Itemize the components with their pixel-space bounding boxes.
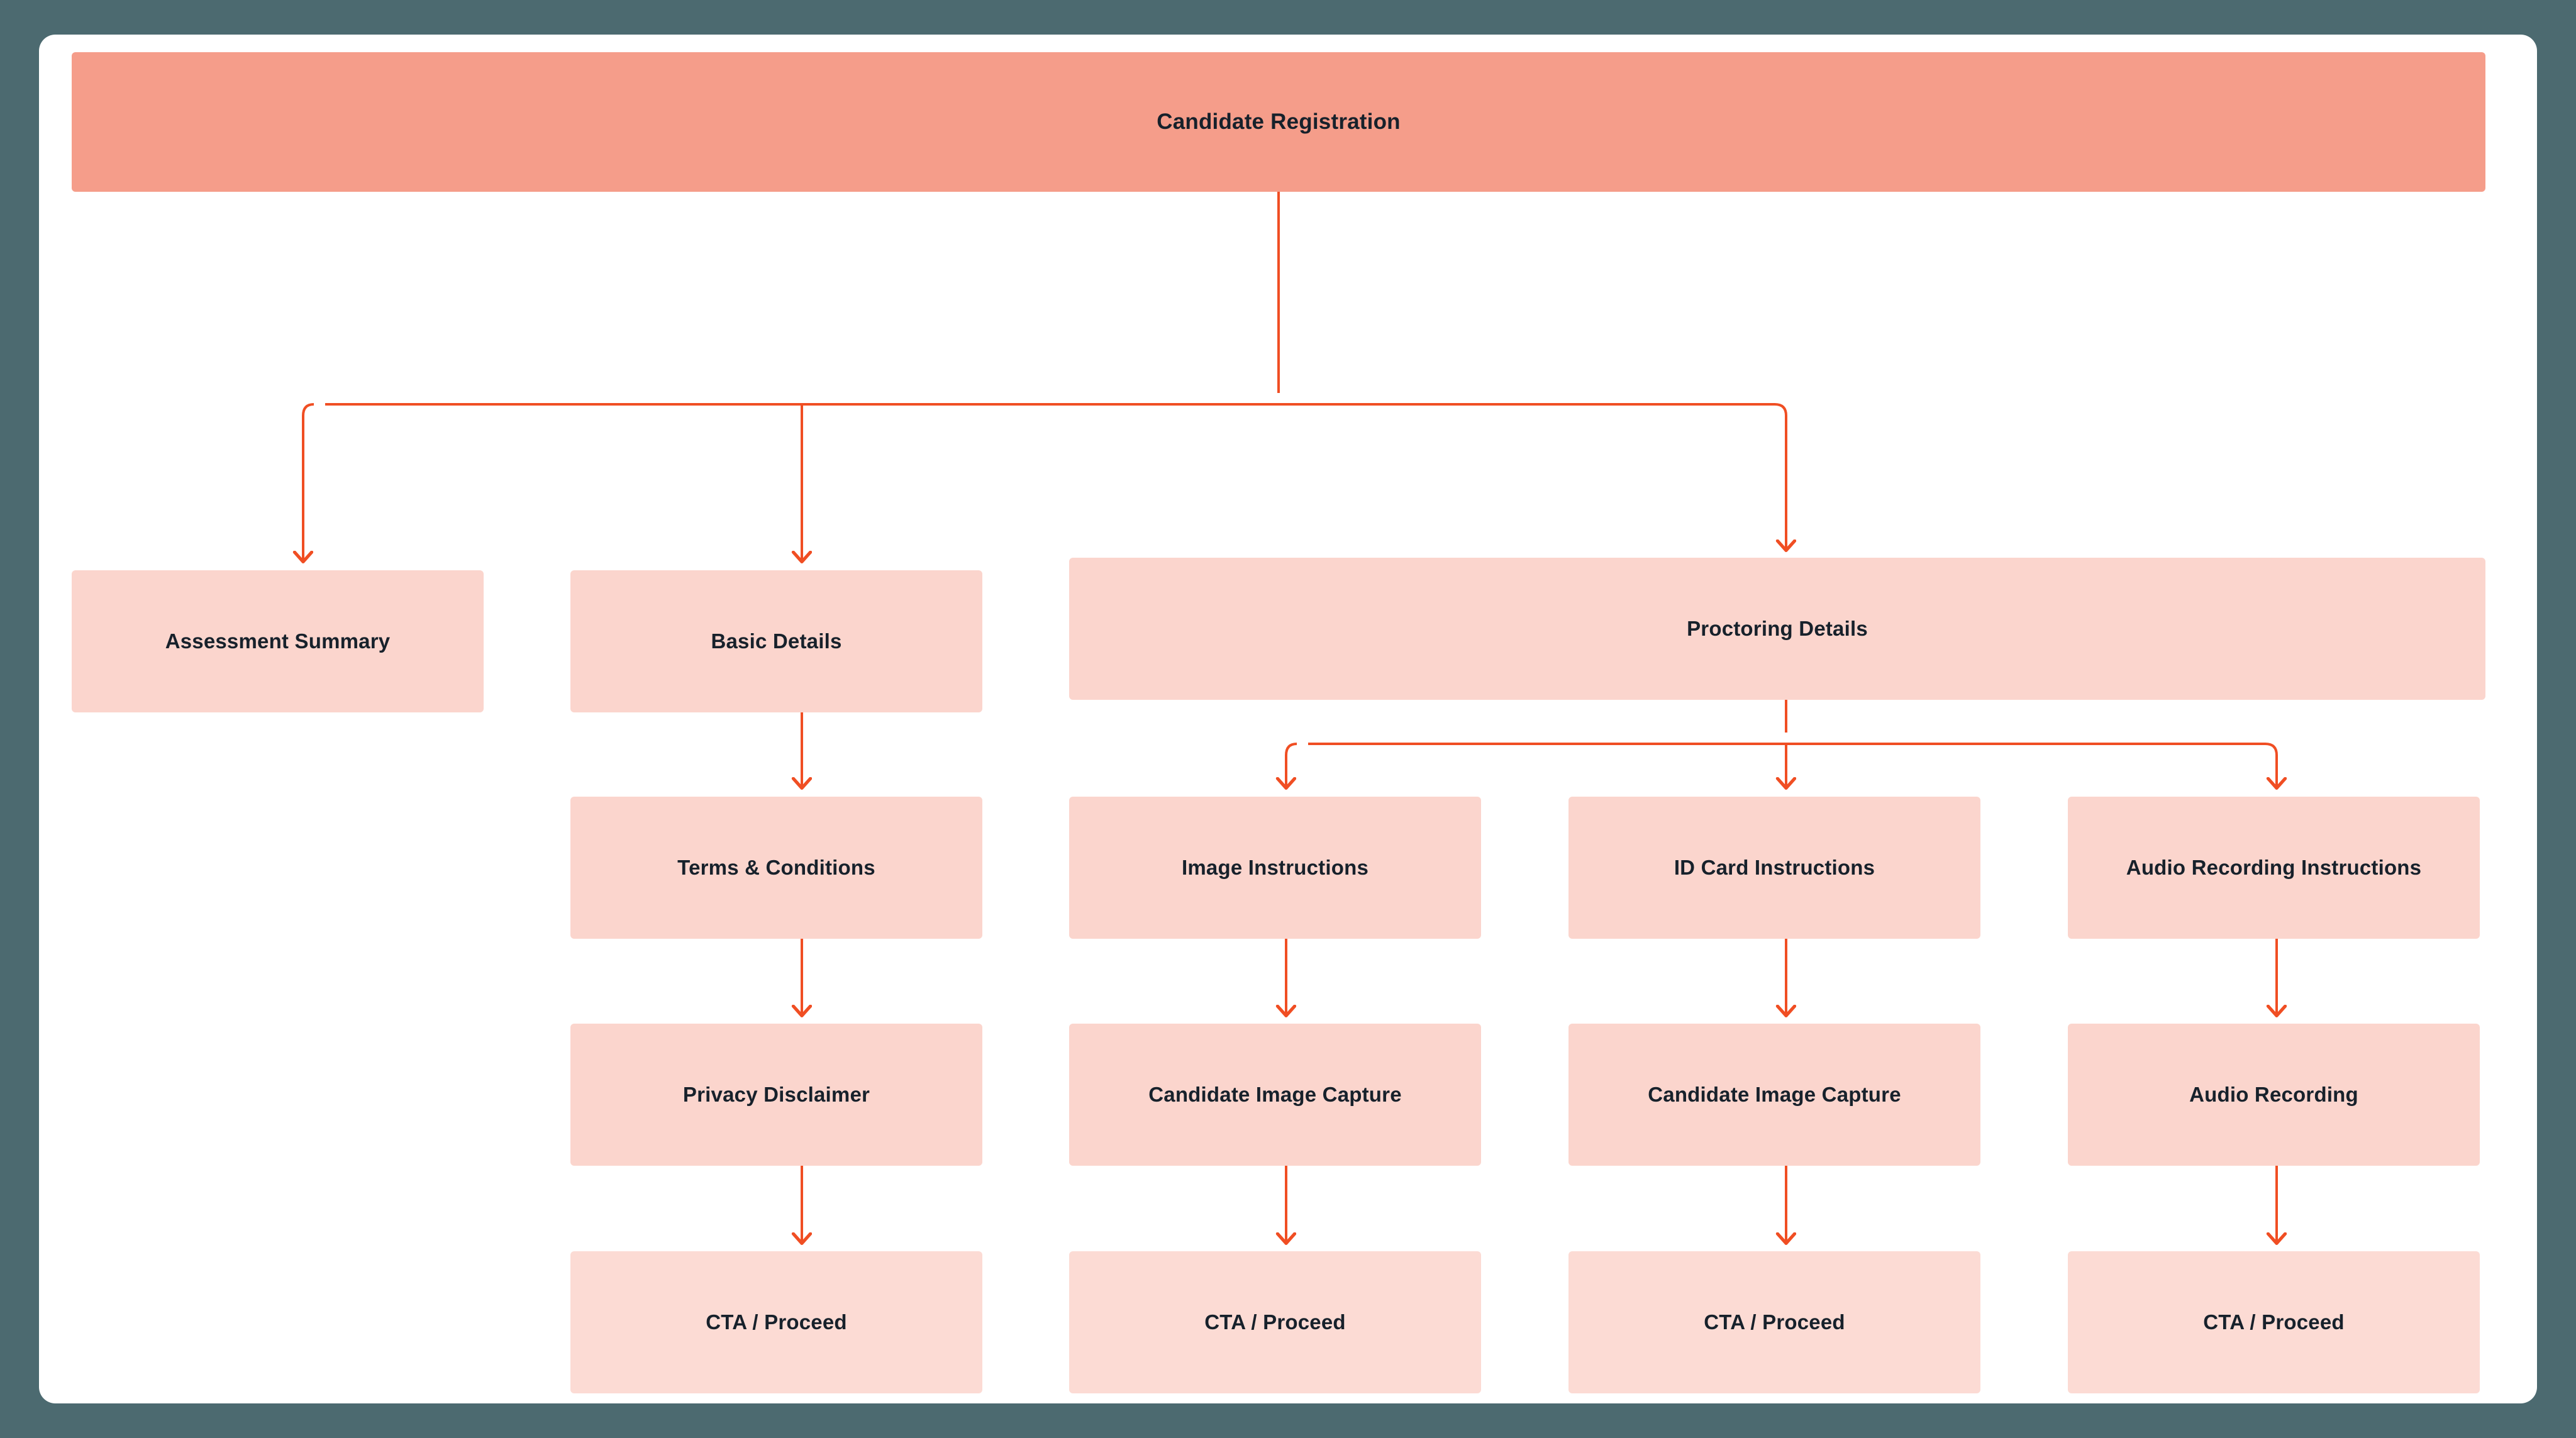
node-audio-recording[interactable] <box>2068 1024 2480 1166</box>
node-candidate-registration[interactable] <box>72 52 2485 192</box>
node-label: Candidate Image Capture <box>1148 1083 1402 1106</box>
node-label: Basic Details <box>711 629 842 653</box>
node-terms-and-conditions[interactable] <box>570 797 982 939</box>
node-image-instructions[interactable] <box>1069 797 1481 939</box>
node-cta-proceed-3[interactable] <box>1568 1251 1980 1393</box>
node-label: Privacy Disclaimer <box>682 1083 870 1106</box>
node-id-card-instructions[interactable] <box>1568 797 1980 939</box>
node-label: Candidate Image Capture <box>1648 1083 1901 1106</box>
node-basic-details[interactable] <box>570 570 982 712</box>
node-label: Audio Recording <box>2189 1083 2358 1106</box>
node-assessment-summary[interactable] <box>72 570 484 712</box>
connector-layer <box>39 35 2537 1403</box>
node-candidate-image-capture-1[interactable] <box>1069 1024 1481 1166</box>
node-candidate-image-capture-2[interactable] <box>1568 1024 1980 1166</box>
node-proctoring-details[interactable] <box>1069 558 2485 700</box>
node-cta-proceed-4[interactable] <box>2068 1251 2480 1393</box>
node-label: Candidate Registration <box>1157 109 1401 134</box>
node-label: ID Card Instructions <box>1674 856 1875 879</box>
node-privacy-disclaimer[interactable] <box>570 1024 982 1166</box>
node-label: CTA / Proceed <box>1204 1310 1346 1334</box>
node-label: CTA / Proceed <box>1704 1310 1845 1334</box>
node-cta-proceed-1[interactable] <box>570 1251 982 1393</box>
node-label: Image Instructions <box>1182 856 1368 879</box>
node-label: Proctoring Details <box>1687 617 1868 640</box>
diagram-canvas <box>39 35 2537 1403</box>
node-cta-proceed-2[interactable] <box>1069 1251 1481 1393</box>
node-label: Terms & Conditions <box>677 856 875 879</box>
flow-diagram <box>39 35 2537 1403</box>
node-label: CTA / Proceed <box>706 1310 847 1334</box>
node-label: Audio Recording Instructions <box>2126 856 2422 879</box>
node-audio-recording-instructions[interactable] <box>2068 797 2480 939</box>
node-label: Assessment Summary <box>165 629 391 653</box>
node-label: CTA / Proceed <box>2203 1310 2345 1334</box>
